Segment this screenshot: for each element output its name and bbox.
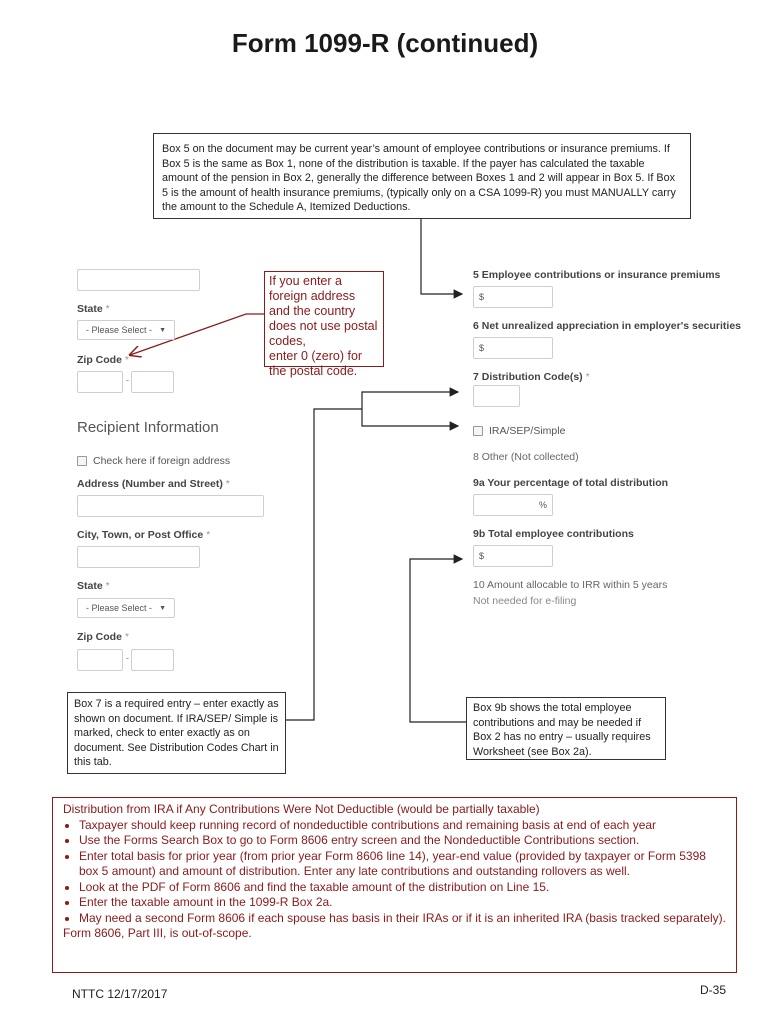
- checkbox-icon[interactable]: [473, 426, 483, 436]
- box6-input[interactable]: $: [473, 337, 553, 359]
- zip2-input[interactable]: [77, 649, 123, 671]
- box9b-input[interactable]: $: [473, 545, 553, 567]
- ira-sep-simple-checkbox[interactable]: IRA/SEP/Simple: [473, 425, 565, 437]
- distribution-heading: Distribution from IRA if Any Contributions Were Not Deductible (would be partially taxable): [63, 802, 540, 816]
- box9b-label: 9b Total employee contributions: [473, 528, 634, 540]
- zip2-ext-input[interactable]: [131, 649, 174, 671]
- city-label: City, Town, or Post Office *: [77, 529, 211, 541]
- box9b-callout: Box 9b shows the total employee contributions and may be needed if Box 2 has no entry – usually requires Worksheet (see Box 2a).: [466, 697, 666, 760]
- box7-callout: Box 7 is a required entry – enter exactly as shown on document. If IRA/SEP/ Simple is marked, check to enter exactly as on document. See Distribution Codes Chart in this tab.: [67, 692, 286, 774]
- page-title: Form 1099-R (continued): [231, 28, 539, 58]
- page-number: D-35: [700, 983, 727, 997]
- state-label: State *: [77, 303, 110, 315]
- list-item: • Taxpayer should keep running record of nondeductible contributions and remaining basis at end of each year: [79, 818, 726, 834]
- box6-label: 6 Net unrealized appreciation in employer's securities: [473, 320, 742, 332]
- distribution-ira-box: [52, 797, 737, 973]
- box7-connector: [286, 409, 362, 720]
- recipient-heading: Recipient Information: [77, 419, 219, 436]
- zip2-label: Zip Code *: [77, 631, 129, 643]
- country-input[interactable]: [77, 269, 200, 291]
- city-input[interactable]: [77, 546, 200, 568]
- foreign-address-callout: If you enter a foreign address and the country does not use postal codes, enter 0 (zero) for the postal code.: [264, 271, 384, 367]
- box10-note: Not needed for e-filing: [473, 595, 577, 607]
- box9a-input[interactable]: %: [473, 494, 553, 516]
- state2-select[interactable]: - Please Select - ▼: [77, 598, 175, 618]
- footer-left: NTTC 12/17/2017: [72, 987, 168, 1001]
- box5-input[interactable]: $: [473, 286, 553, 308]
- box7-input[interactable]: [473, 385, 520, 407]
- zip-dash: -: [126, 375, 129, 385]
- list-item: • Look at the PDF of Form 8606 and find the taxable amount of the distribution on Line 15.: [79, 880, 726, 896]
- list-item: • Use the Forms Search Box to go to Form 8606 entry screen and the Nondeductible Contributions section.: [79, 833, 726, 849]
- checkbox-icon[interactable]: [77, 456, 87, 466]
- box5-callout: Box 5 on the document may be current year’s amount of employee contributions or insurance premiums. If Box 5 is the same as Box 1, none of the distribution is taxable. If the payer has calculated the taxable amount of the pension in Box 2, generally the difference between Boxes 1 and 2 will appear in Box 5. If Box 5 is the amount of health insurance premiums, (typically only on a CSA 1099-R) you must MANUALLY carry the amount to the Schedule A, Itemized Deductions.: [153, 133, 691, 219]
- box8-label: 8 Other (Not collected): [473, 451, 579, 463]
- chevron-down-icon: ▼: [159, 604, 166, 612]
- box9b-connector: [410, 559, 466, 722]
- state-select[interactable]: - Please Select - ▼: [77, 320, 175, 340]
- box5-label: 5 Employee contributions or insurance premiums: [473, 269, 721, 281]
- box5-connector: [421, 219, 462, 294]
- distribution-list: [63, 818, 726, 927]
- list-item: • Enter the taxable amount in the 1099-R Box 2a.: [79, 895, 726, 911]
- zip2-dash: -: [126, 653, 129, 663]
- foreign-address-checkbox[interactable]: Check here if foreign address: [77, 455, 230, 467]
- address-label: Address (Number and Street) *: [77, 478, 230, 490]
- zip-input[interactable]: [77, 371, 123, 393]
- chevron-down-icon: ▼: [159, 326, 166, 334]
- list-item: • Enter total basis for prior year (from prior year Form 8606 line 14), year-end value (provided by taxpayer or Form 5398 box 5 amount) and amount of distribution. Enter any late contributions and outstanding rollovers as well.: [79, 849, 726, 880]
- box9a-label: 9a Your percentage of total distribution: [473, 477, 669, 489]
- zip-ext-input[interactable]: [131, 371, 174, 393]
- zip-label: Zip Code *: [77, 354, 129, 366]
- distribution-footer-note: Form 8606, Part III, is out-of-scope.: [63, 926, 252, 940]
- address-input[interactable]: [77, 495, 264, 517]
- box7-label: 7 Distribution Code(s) *: [473, 371, 590, 383]
- state2-label: State *: [77, 580, 110, 592]
- list-item: • May need a second Form 8606 if each spouse has basis in their IRAs or if it is an inherited IRA (basis tracked separately).: [79, 911, 726, 927]
- box10-label: 10 Amount allocable to IRR within 5 years: [473, 579, 668, 591]
